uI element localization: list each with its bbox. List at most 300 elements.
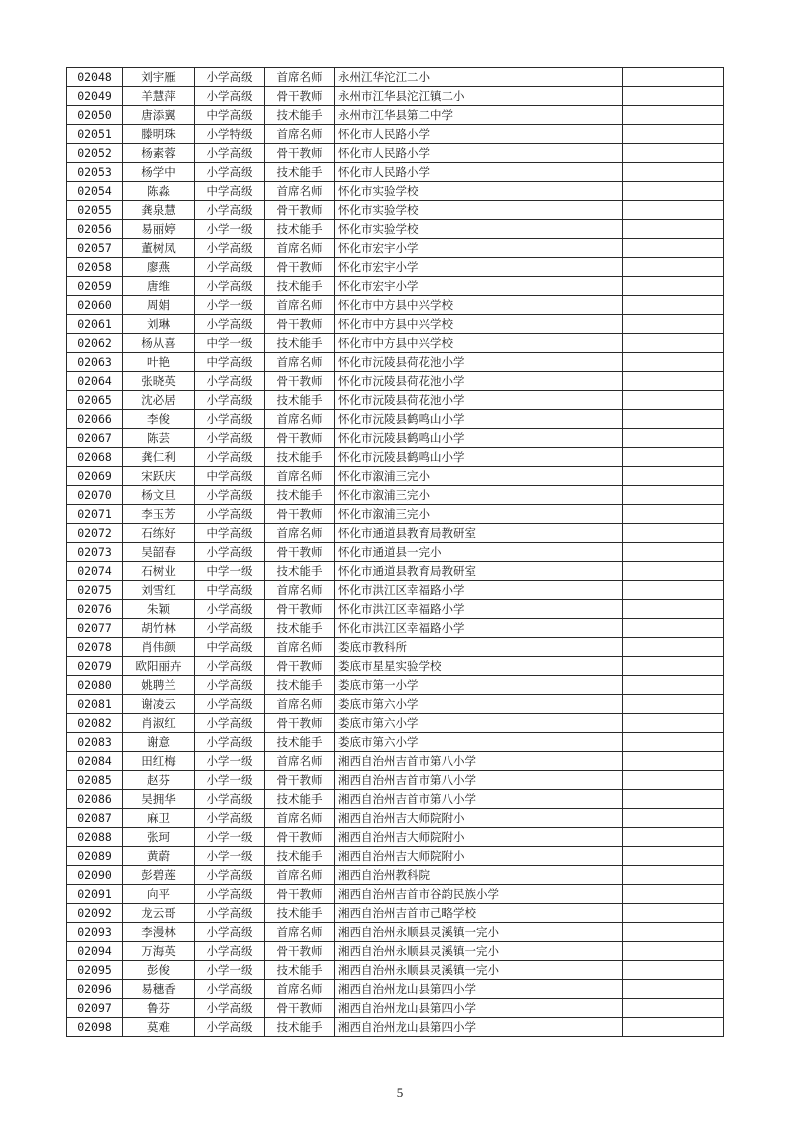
teacher-grade: 小学高级 <box>195 999 265 1018</box>
teacher-name: 杨学中 <box>123 163 195 182</box>
note-cell <box>623 334 724 353</box>
school-name: 怀化市沅陵县荷花池小学 <box>335 353 623 372</box>
teacher-name: 吴韶春 <box>123 543 195 562</box>
teacher-name: 宋跃庆 <box>123 467 195 486</box>
teacher-name: 刘宇雁 <box>123 68 195 87</box>
table-row <box>67 714 724 733</box>
school-name: 永州市江华县第二中学 <box>335 106 623 125</box>
roster-table-body <box>67 68 724 1037</box>
note-cell <box>623 258 724 277</box>
school-name: 湘西自治州永顺县灵溪镇一完小 <box>335 961 623 980</box>
school-name: 怀化市人民路小学 <box>335 144 623 163</box>
honor-title: 首席名师 <box>265 638 335 657</box>
school-name: 娄底市星星实验学校 <box>335 657 623 676</box>
note-cell <box>623 885 724 904</box>
school-name: 怀化市洪江区幸福路小学 <box>335 600 623 619</box>
teacher-grade: 小学高级 <box>195 258 265 277</box>
table-row <box>67 429 724 448</box>
row-id: 02058 <box>67 258 123 277</box>
teacher-grade: 小学高级 <box>195 505 265 524</box>
teacher-grade: 中学高级 <box>195 524 265 543</box>
honor-title: 骨干教师 <box>265 885 335 904</box>
table-row <box>67 600 724 619</box>
row-id: 02083 <box>67 733 123 752</box>
teacher-grade: 小学高级 <box>195 657 265 676</box>
table-row <box>67 581 724 600</box>
teacher-name: 石练好 <box>123 524 195 543</box>
school-name: 怀化市溆浦三完小 <box>335 505 623 524</box>
row-id: 02093 <box>67 923 123 942</box>
honor-title: 首席名师 <box>265 866 335 885</box>
teacher-name: 陈淼 <box>123 182 195 201</box>
teacher-grade: 小学高级 <box>195 676 265 695</box>
teacher-grade: 小学高级 <box>195 866 265 885</box>
row-id: 02069 <box>67 467 123 486</box>
table-row <box>67 277 724 296</box>
row-id: 02096 <box>67 980 123 999</box>
school-name: 怀化市溆浦三完小 <box>335 467 623 486</box>
school-name: 怀化市宏宇小学 <box>335 258 623 277</box>
honor-title: 技术能手 <box>265 163 335 182</box>
honor-title: 骨干教师 <box>265 87 335 106</box>
row-id: 02049 <box>67 87 123 106</box>
honor-title: 首席名师 <box>265 296 335 315</box>
table-row <box>67 201 724 220</box>
teacher-name: 陈芸 <box>123 429 195 448</box>
table-row <box>67 543 724 562</box>
honor-title: 技术能手 <box>265 106 335 125</box>
teacher-name: 万海英 <box>123 942 195 961</box>
teacher-name: 李玉芳 <box>123 505 195 524</box>
row-id: 02080 <box>67 676 123 695</box>
note-cell <box>623 353 724 372</box>
school-name: 怀化市洪江区幸福路小学 <box>335 619 623 638</box>
school-name: 怀化市宏宇小学 <box>335 277 623 296</box>
school-name: 湘西自治州吉首市第八小学 <box>335 771 623 790</box>
school-name: 湘西自治州吉大师院附小 <box>335 847 623 866</box>
note-cell <box>623 125 724 144</box>
table-row <box>67 182 724 201</box>
school-name: 娄底市第一小学 <box>335 676 623 695</box>
school-name: 怀化市实验学校 <box>335 182 623 201</box>
row-id: 02067 <box>67 429 123 448</box>
honor-title: 骨干教师 <box>265 828 335 847</box>
table-row <box>67 296 724 315</box>
row-id: 02082 <box>67 714 123 733</box>
school-name: 娄底市第六小学 <box>335 695 623 714</box>
page-number: 5 <box>396 1085 404 1100</box>
teacher-name: 龚泉慧 <box>123 201 195 220</box>
note-cell <box>623 239 724 258</box>
table-row <box>67 790 724 809</box>
note-cell <box>623 315 724 334</box>
teacher-name: 易穗香 <box>123 980 195 999</box>
teacher-grade: 小学特级 <box>195 125 265 144</box>
teacher-name: 滕明珠 <box>123 125 195 144</box>
school-name: 怀化市宏宇小学 <box>335 239 623 258</box>
row-id: 02090 <box>67 866 123 885</box>
honor-title: 骨干教师 <box>265 543 335 562</box>
table-row <box>67 315 724 334</box>
note-cell <box>623 733 724 752</box>
teacher-name: 谢凌云 <box>123 695 195 714</box>
table-row <box>67 923 724 942</box>
honor-title: 技术能手 <box>265 334 335 353</box>
honor-title: 首席名师 <box>265 980 335 999</box>
honor-title: 骨干教师 <box>265 714 335 733</box>
table-row <box>67 657 724 676</box>
school-name: 怀化市通道县教育局教研室 <box>335 562 623 581</box>
teacher-grade: 中学高级 <box>195 581 265 600</box>
note-cell <box>623 391 724 410</box>
school-name: 怀化市溆浦三完小 <box>335 486 623 505</box>
note-cell <box>623 562 724 581</box>
school-name: 湘西自治州永顺县灵溪镇一完小 <box>335 942 623 961</box>
teacher-name: 吴拥华 <box>123 790 195 809</box>
honor-title: 技术能手 <box>265 486 335 505</box>
teacher-name: 董树凤 <box>123 239 195 258</box>
honor-title: 首席名师 <box>265 239 335 258</box>
row-id: 02075 <box>67 581 123 600</box>
note-cell <box>623 904 724 923</box>
teacher-grade: 小学高级 <box>195 87 265 106</box>
row-id: 02063 <box>67 353 123 372</box>
teacher-name: 刘琳 <box>123 315 195 334</box>
note-cell <box>623 657 724 676</box>
school-name: 怀化市中方县中兴学校 <box>335 334 623 353</box>
school-name: 湘西自治州龙山县第四小学 <box>335 999 623 1018</box>
note-cell <box>623 277 724 296</box>
teacher-name: 唐添翼 <box>123 106 195 125</box>
school-name: 怀化市洪江区幸福路小学 <box>335 581 623 600</box>
teacher-name: 沈必居 <box>123 391 195 410</box>
teacher-grade: 小学高级 <box>195 68 265 87</box>
honor-title: 骨干教师 <box>265 201 335 220</box>
honor-title: 骨干教师 <box>265 372 335 391</box>
row-id: 02070 <box>67 486 123 505</box>
honor-title: 技术能手 <box>265 391 335 410</box>
note-cell <box>623 182 724 201</box>
note-cell <box>623 87 724 106</box>
school-name: 怀化市人民路小学 <box>335 163 623 182</box>
school-name: 怀化市沅陵县鹤鸣山小学 <box>335 448 623 467</box>
honor-title: 骨干教师 <box>265 771 335 790</box>
honor-title: 首席名师 <box>265 923 335 942</box>
table-row <box>67 144 724 163</box>
teacher-grade: 小学高级 <box>195 429 265 448</box>
teacher-grade: 中学高级 <box>195 106 265 125</box>
table-row <box>67 87 724 106</box>
honor-title: 首席名师 <box>265 68 335 87</box>
school-name: 永州市江华县沱江镇二小 <box>335 87 623 106</box>
note-cell <box>623 866 724 885</box>
note-cell <box>623 923 724 942</box>
honor-title: 首席名师 <box>265 809 335 828</box>
note-cell <box>623 543 724 562</box>
note-cell <box>623 790 724 809</box>
honor-title: 骨干教师 <box>265 258 335 277</box>
honor-title: 骨干教师 <box>265 505 335 524</box>
row-id: 02071 <box>67 505 123 524</box>
teacher-name: 张珂 <box>123 828 195 847</box>
table-row <box>67 695 724 714</box>
school-name: 湘西自治州吉首市谷韵民族小学 <box>335 885 623 904</box>
note-cell <box>623 1018 724 1037</box>
school-name: 怀化市沅陵县鹤鸣山小学 <box>335 410 623 429</box>
note-cell <box>623 448 724 467</box>
table-row <box>67 467 724 486</box>
note-cell <box>623 638 724 657</box>
honor-title: 首席名师 <box>265 125 335 144</box>
honor-title: 首席名师 <box>265 467 335 486</box>
teacher-name: 赵芬 <box>123 771 195 790</box>
table-row <box>67 353 724 372</box>
row-id: 02087 <box>67 809 123 828</box>
row-id: 02065 <box>67 391 123 410</box>
row-id: 02092 <box>67 904 123 923</box>
note-cell <box>623 752 724 771</box>
teacher-grade: 小学高级 <box>195 144 265 163</box>
row-id: 02094 <box>67 942 123 961</box>
note-cell <box>623 372 724 391</box>
teacher-name: 廖燕 <box>123 258 195 277</box>
honor-title: 技术能手 <box>265 733 335 752</box>
row-id: 02089 <box>67 847 123 866</box>
honor-title: 技术能手 <box>265 277 335 296</box>
teacher-grade: 小学高级 <box>195 600 265 619</box>
row-id: 02062 <box>67 334 123 353</box>
note-cell <box>623 106 724 125</box>
teacher-grade: 小学高级 <box>195 904 265 923</box>
row-id: 02057 <box>67 239 123 258</box>
honor-title: 首席名师 <box>265 524 335 543</box>
teacher-name: 肖淑红 <box>123 714 195 733</box>
table-row <box>67 980 724 999</box>
teacher-name: 杨素蓉 <box>123 144 195 163</box>
row-id: 02097 <box>67 999 123 1018</box>
school-name: 湘西自治州吉大师院附小 <box>335 809 623 828</box>
row-id: 02066 <box>67 410 123 429</box>
table-row <box>67 391 724 410</box>
school-name: 怀化市沅陵县鹤鸣山小学 <box>335 429 623 448</box>
table-row <box>67 961 724 980</box>
teacher-grade: 小学高级 <box>195 923 265 942</box>
school-name: 娄底市第六小学 <box>335 733 623 752</box>
note-cell <box>623 619 724 638</box>
row-id: 02054 <box>67 182 123 201</box>
table-row <box>67 524 724 543</box>
teacher-grade: 小学高级 <box>195 448 265 467</box>
row-id: 02068 <box>67 448 123 467</box>
note-cell <box>623 524 724 543</box>
note-cell <box>623 201 724 220</box>
school-name: 怀化市人民路小学 <box>335 125 623 144</box>
honor-title: 技术能手 <box>265 961 335 980</box>
row-id: 02074 <box>67 562 123 581</box>
honor-title: 骨干教师 <box>265 600 335 619</box>
teacher-grade: 小学高级 <box>195 163 265 182</box>
honor-title: 技术能手 <box>265 790 335 809</box>
teacher-grade: 中学高级 <box>195 353 265 372</box>
teacher-grade: 小学高级 <box>195 1018 265 1037</box>
teacher-name: 田红梅 <box>123 752 195 771</box>
table-row <box>67 866 724 885</box>
table-row <box>67 619 724 638</box>
teacher-grade: 小学高级 <box>195 885 265 904</box>
note-cell <box>623 467 724 486</box>
school-name: 湘西自治州吉首市第八小学 <box>335 752 623 771</box>
honor-title: 技术能手 <box>265 676 335 695</box>
teacher-grade: 小学高级 <box>195 809 265 828</box>
teacher-grade: 小学一级 <box>195 828 265 847</box>
honor-title: 首席名师 <box>265 695 335 714</box>
teacher-name: 李漫林 <box>123 923 195 942</box>
teacher-name: 姚聘兰 <box>123 676 195 695</box>
note-cell <box>623 771 724 790</box>
row-id: 02073 <box>67 543 123 562</box>
teacher-grade: 小学高级 <box>195 942 265 961</box>
teacher-name: 朱颖 <box>123 600 195 619</box>
teacher-name: 杨文旦 <box>123 486 195 505</box>
note-cell <box>623 600 724 619</box>
table-row <box>67 676 724 695</box>
note-cell <box>623 809 724 828</box>
note-cell <box>623 961 724 980</box>
table-row <box>67 847 724 866</box>
teacher-name: 莫难 <box>123 1018 195 1037</box>
table-row <box>67 752 724 771</box>
teacher-name: 羊慧萍 <box>123 87 195 106</box>
teacher-grade: 小学高级 <box>195 239 265 258</box>
teacher-grade: 小学高级 <box>195 980 265 999</box>
table-row <box>67 239 724 258</box>
school-name: 怀化市实验学校 <box>335 220 623 239</box>
note-cell <box>623 144 724 163</box>
school-name: 怀化市通道县一完小 <box>335 543 623 562</box>
row-id: 02060 <box>67 296 123 315</box>
teacher-name: 张晓英 <box>123 372 195 391</box>
teacher-grade: 小学高级 <box>195 201 265 220</box>
note-cell <box>623 847 724 866</box>
table-row <box>67 733 724 752</box>
teacher-grade: 小学高级 <box>195 695 265 714</box>
row-id: 02084 <box>67 752 123 771</box>
teacher-name: 李俊 <box>123 410 195 429</box>
school-name: 湘西自治州吉首市己略学校 <box>335 904 623 923</box>
school-name: 湘西自治州龙山县第四小学 <box>335 980 623 999</box>
teacher-grade: 小学一级 <box>195 847 265 866</box>
note-cell <box>623 695 724 714</box>
honor-title: 技术能手 <box>265 619 335 638</box>
teacher-grade: 小学高级 <box>195 714 265 733</box>
school-name: 怀化市沅陵县荷花池小学 <box>335 372 623 391</box>
note-cell <box>623 714 724 733</box>
row-id: 02048 <box>67 68 123 87</box>
honor-title: 技术能手 <box>265 1018 335 1037</box>
row-id: 02052 <box>67 144 123 163</box>
note-cell <box>623 581 724 600</box>
school-name: 湘西自治州教科院 <box>335 866 623 885</box>
row-id: 02053 <box>67 163 123 182</box>
note-cell <box>623 429 724 448</box>
school-name: 湘西自治州吉大师院附小 <box>335 828 623 847</box>
table-row <box>67 410 724 429</box>
table-row <box>67 448 724 467</box>
row-id: 02078 <box>67 638 123 657</box>
table-row <box>67 809 724 828</box>
teacher-name: 杨从喜 <box>123 334 195 353</box>
honor-title: 技术能手 <box>265 220 335 239</box>
teacher-name: 叶艳 <box>123 353 195 372</box>
note-cell <box>623 296 724 315</box>
teacher-grade: 小学高级 <box>195 391 265 410</box>
honor-title: 首席名师 <box>265 182 335 201</box>
school-name: 娄底市教科所 <box>335 638 623 657</box>
row-id: 02095 <box>67 961 123 980</box>
note-cell <box>623 410 724 429</box>
table-row <box>67 258 724 277</box>
teacher-grade: 小学高级 <box>195 410 265 429</box>
teacher-grade: 小学一级 <box>195 771 265 790</box>
row-id: 02086 <box>67 790 123 809</box>
teacher-name: 鲁芬 <box>123 999 195 1018</box>
table-row <box>67 771 724 790</box>
teacher-name: 谢意 <box>123 733 195 752</box>
note-cell <box>623 220 724 239</box>
honor-title: 技术能手 <box>265 847 335 866</box>
school-name: 怀化市实验学校 <box>335 201 623 220</box>
teacher-grade: 小学一级 <box>195 296 265 315</box>
teacher-grade: 中学高级 <box>195 182 265 201</box>
table-row <box>67 885 724 904</box>
note-cell <box>623 942 724 961</box>
teacher-name: 欧阳丽卉 <box>123 657 195 676</box>
teacher-name: 刘雪红 <box>123 581 195 600</box>
teacher-name: 龙云哥 <box>123 904 195 923</box>
honor-title: 骨干教师 <box>265 999 335 1018</box>
honor-title: 骨干教师 <box>265 942 335 961</box>
teacher-grade: 小学高级 <box>195 733 265 752</box>
row-id: 02098 <box>67 1018 123 1037</box>
school-name: 娄底市第六小学 <box>335 714 623 733</box>
honor-title: 首席名师 <box>265 353 335 372</box>
row-id: 02059 <box>67 277 123 296</box>
table-row <box>67 106 724 125</box>
teacher-name: 彭俊 <box>123 961 195 980</box>
teacher-grade: 小学一级 <box>195 220 265 239</box>
row-id: 02051 <box>67 125 123 144</box>
teacher-name: 周娟 <box>123 296 195 315</box>
row-id: 02081 <box>67 695 123 714</box>
teacher-grade: 小学一级 <box>195 961 265 980</box>
row-id: 02056 <box>67 220 123 239</box>
table-row <box>67 904 724 923</box>
teacher-grade: 小学一级 <box>195 752 265 771</box>
school-name: 湘西自治州吉首市第八小学 <box>335 790 623 809</box>
table-row <box>67 999 724 1018</box>
teacher-grade: 小学高级 <box>195 315 265 334</box>
school-name: 湘西自治州龙山县第四小学 <box>335 1018 623 1037</box>
teacher-grade: 中学一级 <box>195 334 265 353</box>
table-row <box>67 68 724 87</box>
table-row <box>67 486 724 505</box>
row-id: 02077 <box>67 619 123 638</box>
table-row <box>67 125 724 144</box>
table-row <box>67 942 724 961</box>
school-name: 湘西自治州永顺县灵溪镇一完小 <box>335 923 623 942</box>
honor-title: 技术能手 <box>265 562 335 581</box>
note-cell <box>623 68 724 87</box>
